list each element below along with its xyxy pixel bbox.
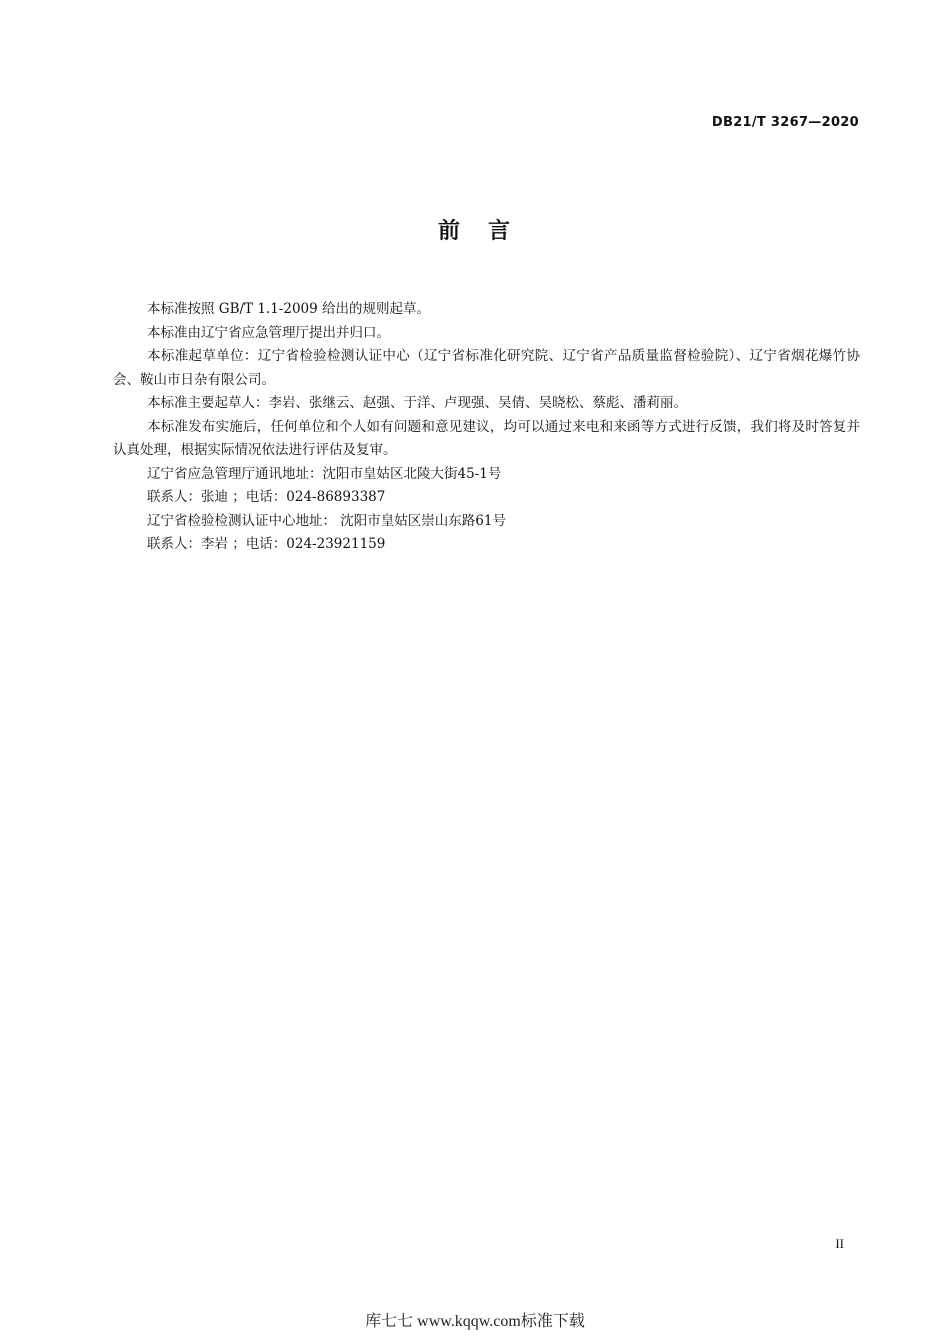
paragraph-contact-1: 联系人：张迪 ；电话：024-86893387	[147, 489, 386, 505]
paragraph-address-1: 辽宁省应急管理厅通讯地址：沈阳市皇姑区北陵大街45-1号	[147, 465, 502, 482]
paragraph-drafting-units: 本标准起草单位：辽宁省检验检测认证中心（辽宁省标准化研究院、辽宁省产品质量监督检验院）、辽宁省烟花爆竹协会、鞍山市日杂有限公司。	[113, 348, 860, 388]
paragraph-contact-2: 联系人：李岩 ；电话：024-23921159	[147, 536, 386, 552]
document-code: DB21/T 3267—2020	[711, 115, 859, 130]
paragraph-address-2: 辽宁省检验检测认证中心地址： 沈阳市皇姑区崇山东路61号	[147, 512, 506, 529]
paragraph-drafters: 本标准主要起草人：李岩、张继云、赵强、于洋、卢现强、吴倩、吴晓松、蔡彪、潘莉丽。	[147, 395, 687, 411]
paragraph-feedback: 本标准发布实施后，任何单位和个人如有问题和意见建议，均可以通过来电和来函等方式进行反馈，我们将及时答复并认真处理，根据实际情况依法进行评估及复审。	[113, 418, 860, 458]
paragraph-proposer: 本标准由辽宁省应急管理厅提出并归口。	[147, 324, 390, 341]
title-char-2: 言	[488, 219, 513, 244]
title-char-1: 前	[437, 219, 462, 244]
page-title	[0, 214, 950, 245]
paragraph-drafting-rules: 本标准按照 GB/T 1.1-2009 给出的规则起草。	[147, 301, 431, 317]
foreword-body	[113, 298, 860, 557]
page-number: II	[835, 1236, 844, 1251]
watermark-text: 库七七 www.kqqw.com标准下载	[365, 1313, 585, 1330]
